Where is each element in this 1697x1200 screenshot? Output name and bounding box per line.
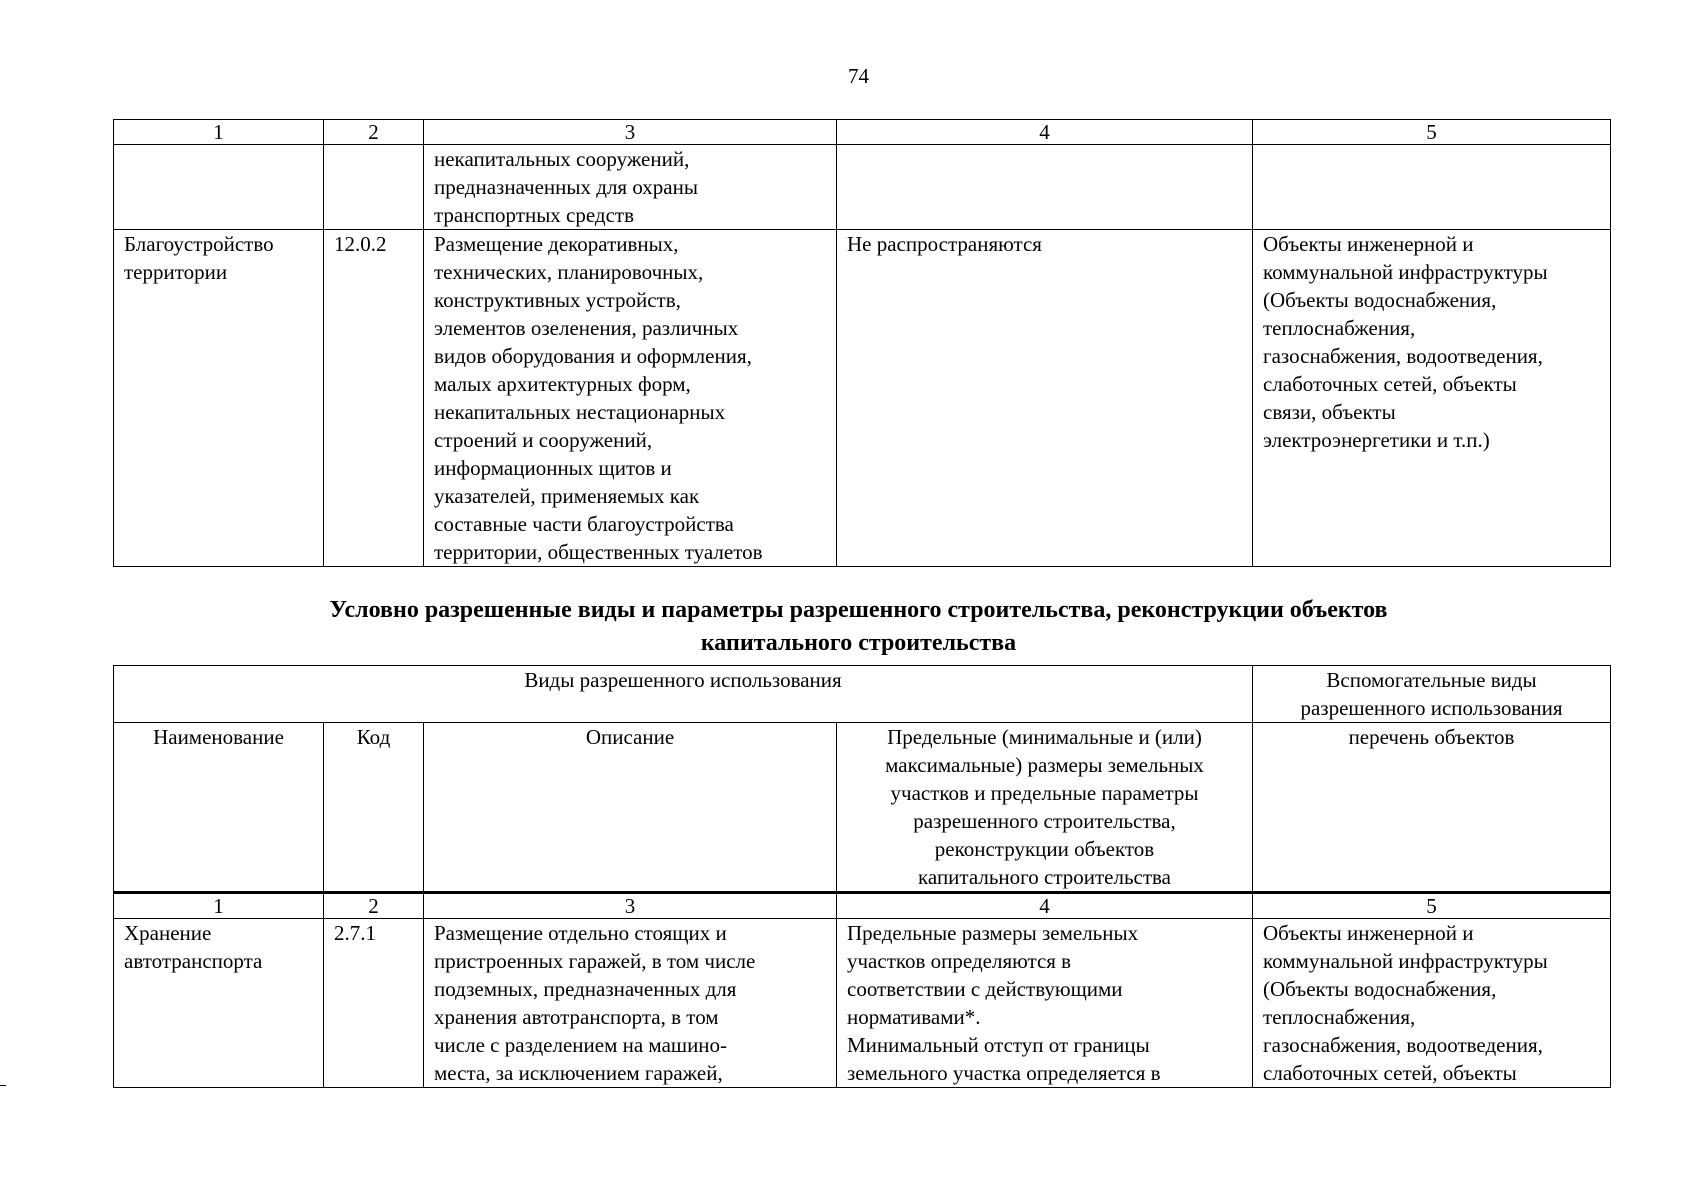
use-parameters-cell: Предельные размеры земельных участков определяются в соответствии с действующими нормативами*. Минимальный отступ от границы земельного участка определяется в <box>837 919 1253 1088</box>
column-number: 4 <box>837 893 1253 919</box>
table-row <box>114 919 1611 1088</box>
header-code: Код <box>324 723 424 893</box>
auxiliary-uses-cell: Объекты инженерной и коммунальной инфраструктуры (Объекты водоснабжения, теплоснабжения, газоснабжения, водоотведения, слаботочных сетей, объекты связи, объекты электроэнергетики и т.п.) <box>1253 230 1611 567</box>
column-number-row <box>114 120 1611 145</box>
column-number: 2 <box>324 120 424 145</box>
conditionally-permitted-uses-table <box>113 665 1611 1088</box>
column-number: 1 <box>114 120 324 145</box>
use-parameters-cell <box>837 145 1253 230</box>
use-name-cell: Хранение автотранспорта <box>114 919 324 1088</box>
auxiliary-uses-cell: Объекты инженерной и коммунальной инфраструктуры (Объекты водоснабжения, теплоснабжения, газоснабжения, водоотведения, слаботочных сетей, объекты <box>1253 919 1611 1088</box>
use-name-cell: Благоустройство территории <box>114 230 324 567</box>
use-description-cell: Размещение декоративных, технических, планировочных, конструктивных устройств, элементов озеленения, различных видов оборудования и оформления, малых архитектурных форм, некапитальных нестационарных строений и сооружений, информационных щитов и указателей, применяемых как составные части благоустройства территории, общественных туалетов <box>424 230 837 567</box>
column-number: 3 <box>424 120 837 145</box>
use-description-cell: Размещение отдельно стоящих и пристроенных гаражей, в том числе подземных, предназначенных для хранения автотранспорта, в том числе с разделением на машино- места, за исключением гаражей, <box>424 919 837 1088</box>
column-number-row <box>114 893 1611 919</box>
group-header-row <box>114 666 1611 723</box>
column-number: 3 <box>424 893 837 919</box>
header-description: Описание <box>424 723 837 893</box>
header-parameters: Предельные (минимальные и (или) максимальные) размеры земельных участков и предельные параметры разрешенного строительства, реконструкции объектов капитального строительства <box>837 723 1253 893</box>
permitted-uses-table-continued <box>113 119 1611 567</box>
use-code-cell: 2.7.1 <box>324 919 424 1088</box>
use-name-cell <box>114 145 324 230</box>
scan-edge-mark <box>0 1085 6 1086</box>
auxiliary-uses-group-header: Вспомогательные виды разрешенного использования <box>1253 666 1611 723</box>
auxiliary-uses-cell <box>1253 145 1611 230</box>
permitted-uses-group-header: Виды разрешенного использования <box>114 666 1253 723</box>
use-code-cell: 12.0.2 <box>324 230 424 567</box>
column-number: 1 <box>114 893 324 919</box>
table-row <box>114 230 1611 567</box>
use-description-cell: некапитальных сооружений, предназначенных для охраны транспортных средств <box>424 145 837 230</box>
use-code-cell <box>324 145 424 230</box>
header-auxiliary: перечень объектов <box>1253 723 1611 893</box>
page-number: 74 <box>848 64 869 88</box>
table-row <box>114 145 1611 230</box>
column-number: 5 <box>1253 120 1611 145</box>
column-number: 2 <box>324 893 424 919</box>
column-header-row <box>114 723 1611 893</box>
column-number: 4 <box>837 120 1253 145</box>
use-parameters-cell: Не распространяются <box>837 230 1253 567</box>
column-number: 5 <box>1253 893 1611 919</box>
section-heading: Условно разрешенные виды и параметры разрешенного строительства, реконструкции объектов капитального строительства <box>329 597 1388 656</box>
header-name: Наименование <box>114 723 324 893</box>
